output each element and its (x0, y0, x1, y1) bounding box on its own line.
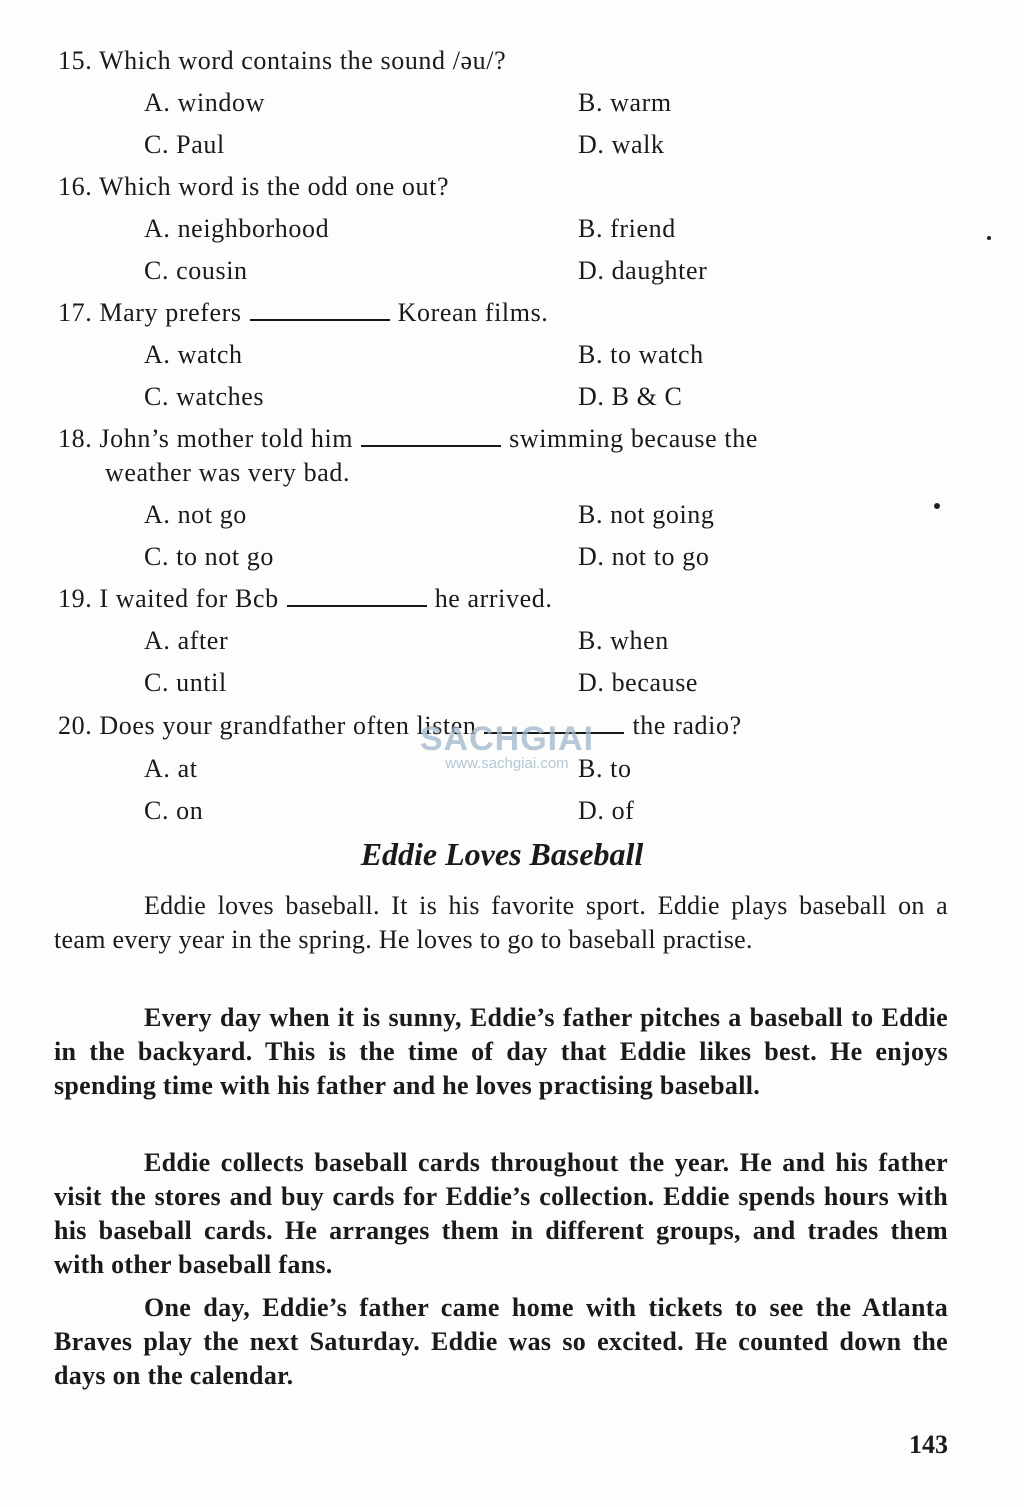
question-text-before: Mary prefers (99, 298, 242, 327)
question-text-before: John’s mother told him (99, 424, 354, 453)
option-b: B. warm (578, 88, 672, 117)
question-text: Which word is the odd one out? (98, 172, 450, 201)
option-a: A. window (144, 88, 265, 117)
question-text-continued: weather was very bad. (105, 458, 351, 487)
question-text-after: swimming because the (509, 424, 758, 453)
story-paragraph: Eddie loves baseball. It is his favorite sport. Eddie plays baseball on a team every year in the spring. He loves to go to baseball practise. (54, 891, 948, 954)
watermark-logo: SACHGIAI (419, 720, 595, 758)
question-19 (58, 584, 552, 614)
option-c: C. cousin (144, 256, 248, 285)
question-18 (58, 422, 898, 490)
question-text-before: I waited for Bcb (99, 584, 279, 613)
option-a: A. watch (144, 340, 243, 369)
question-text-after: the radio? (632, 711, 742, 740)
question-number: 20. (58, 711, 93, 740)
question-15 (58, 46, 506, 76)
option-b: B. friend (578, 214, 676, 243)
option-d: D. B & C (578, 382, 683, 411)
option-c: C. to not go (144, 542, 274, 571)
question-text-after: he arrived. (434, 584, 553, 613)
option-b: B. when (578, 626, 669, 655)
watermark (412, 720, 602, 772)
option-c: C. Paul (144, 130, 225, 159)
option-d: D. because (578, 668, 699, 697)
answer-blank (250, 299, 390, 321)
story-paragraph: Eddie collects baseball cards throughout the year. He and his father visit the stores and buy cards for Eddie’s collection. Eddie spends hours with his baseball cards. He arranges them in different groups, and trades them with other baseball fans. (54, 1148, 948, 1279)
story-title: Eddie Loves Baseball (360, 836, 644, 872)
option-d: D. not to go (578, 542, 710, 571)
option-b: B. to (578, 754, 632, 783)
question-text-before: Does your grandfather often listen (99, 711, 477, 740)
option-b: B. not going (578, 500, 715, 529)
option-d: D. daughter (578, 256, 708, 285)
question-16 (58, 172, 449, 202)
question-text-after: Korean films. (397, 298, 549, 327)
page-number: 143 (909, 1430, 948, 1459)
option-a: A. neighborhood (144, 214, 330, 243)
question-text: Which word contains the sound /əu/? (98, 46, 507, 75)
question-20 (58, 711, 742, 741)
question-number: 17. (58, 298, 93, 327)
option-d: D. of (578, 796, 635, 825)
option-c: C. watches (144, 382, 265, 411)
option-c: C. until (144, 668, 227, 697)
question-number: 19. (58, 584, 93, 613)
option-a: A. after (144, 626, 229, 655)
scan-speck (934, 503, 940, 509)
story-paragraph: Every day when it is sunny, Eddie’s father pitches a baseball to Eddie in the backyard. This is the time of day that Eddie likes best. He enjoys spending time with his father and he loves practising baseball. (54, 1003, 948, 1100)
answer-blank (361, 425, 501, 447)
option-d: D. walk (578, 130, 665, 159)
watermark-url: www.sachgiai.com (445, 755, 569, 772)
answer-blank (287, 585, 427, 607)
question-number: 16. (58, 172, 93, 201)
scan-speck (987, 236, 991, 240)
question-17 (58, 298, 548, 328)
question-number: 15. (58, 46, 93, 75)
story-paragraph: One day, Eddie’s father came home with tickets to see the Atlanta Braves play the next Saturday. Eddie was so excited. He counted down the days on the calendar. (54, 1293, 948, 1390)
option-a: A. not go (144, 500, 247, 529)
option-c: C. on (144, 796, 204, 825)
question-number: 18. (58, 424, 93, 453)
option-b: B. to watch (578, 340, 704, 369)
option-a: A. at (144, 754, 198, 783)
